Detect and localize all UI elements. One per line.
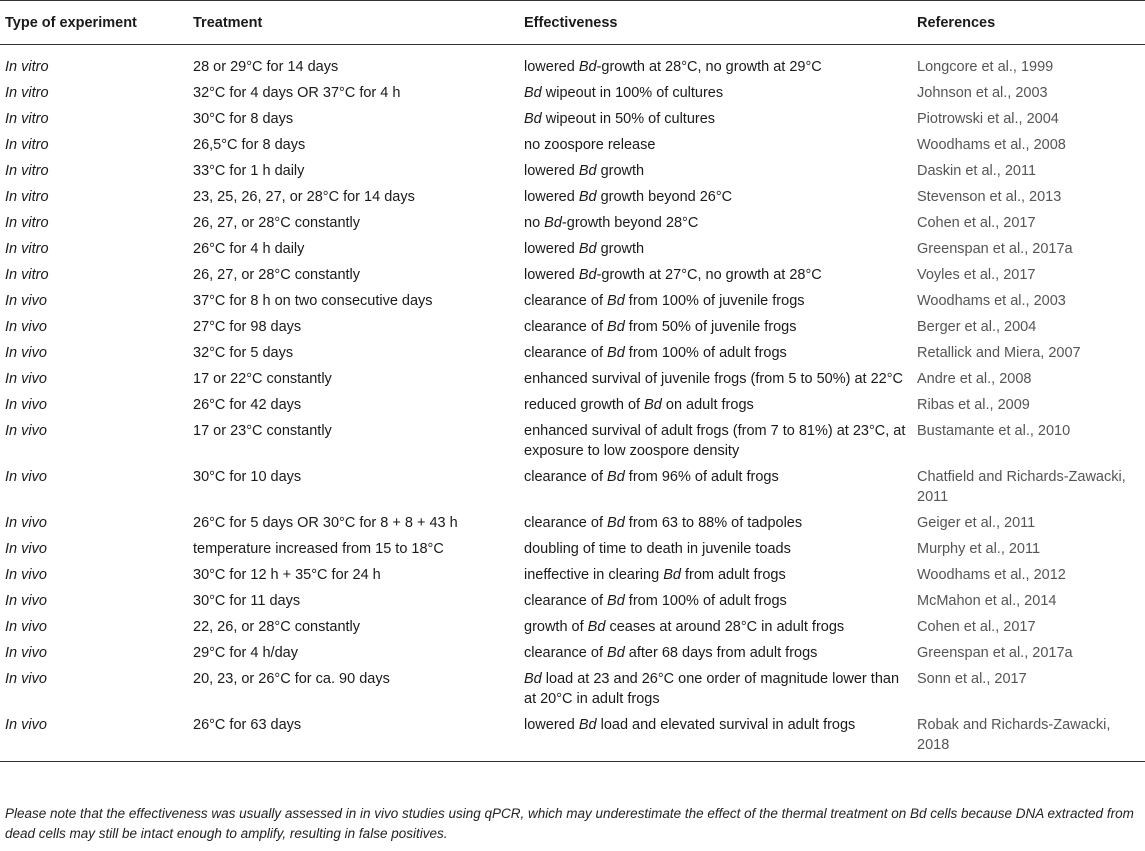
cell-reference: Chatfield and Richards-Zawacki, 2011 — [917, 469, 1126, 505]
cell-treatment: 17 or 23°C constantly — [193, 423, 332, 439]
cell-treatment: 23, 25, 26, 27, or 28°C for 14 days — [193, 189, 415, 205]
cell-reference: Piotrowski et al., 2004 — [917, 111, 1059, 127]
table-row — [0, 366, 1145, 392]
cell-type: In vitro — [5, 111, 49, 127]
cell-type: In vivo — [5, 515, 47, 531]
cell-reference: Murphy et al., 2011 — [917, 541, 1041, 557]
cell-treatment: 28 or 29°C for 14 days — [193, 59, 339, 75]
effect-text: lowered — [524, 717, 579, 733]
effect-text: from 100% of adult frogs — [624, 345, 787, 361]
cell-reference: McMahon et al., 2014 — [917, 593, 1057, 609]
cell-reference: Voyles et al., 2017 — [917, 267, 1036, 283]
cell-reference: Greenspan et al., 2017a — [917, 241, 1073, 257]
cell-effectiveness — [524, 340, 917, 366]
cell-treatment: 26, 27, or 28°C constantly — [193, 267, 361, 283]
cell-effectiveness — [524, 366, 917, 392]
cell-treatment: temperature increased from 15 to 18°C — [193, 541, 444, 557]
effect-text: -growth at 27°C, no growth at 28°C — [596, 267, 822, 283]
table-row — [0, 184, 1145, 210]
cell-type: In vivo — [5, 671, 47, 687]
effect-text: growth — [596, 241, 645, 257]
cell-treatment: 30°C for 8 days — [193, 111, 294, 127]
effect-text: lowered — [524, 241, 579, 257]
cell-effectiveness — [524, 510, 917, 536]
cell-effectiveness — [524, 418, 917, 464]
cell-effectiveness — [524, 314, 917, 340]
species-abbrev: Bd — [607, 593, 625, 609]
cell-effectiveness — [524, 562, 917, 588]
cell-treatment: 26,5°C for 8 days — [193, 137, 306, 153]
cell-type: In vitro — [5, 85, 49, 101]
effect-text: enhanced survival of adult frogs (from 7 to 81%) at 23°C, at exposure to low zoospore density — [524, 423, 906, 459]
effect-text: -growth beyond 28°C — [561, 215, 699, 231]
cell-reference: Woodhams et al., 2003 — [917, 293, 1066, 309]
effect-text: load and elevated survival in adult frogs — [596, 717, 856, 733]
cell-type: In vitro — [5, 163, 49, 179]
species-abbrev: Bd — [578, 163, 597, 179]
effect-text: doubling of time to death in juvenile toads — [524, 541, 791, 557]
cell-treatment: 29°C for 4 h/day — [193, 645, 298, 661]
cell-effectiveness — [524, 666, 917, 712]
cell-treatment: 30°C for 10 days — [193, 469, 302, 485]
table-row — [0, 562, 1145, 588]
table-row — [0, 536, 1145, 562]
cell-reference: Longcore et al., 1999 — [917, 59, 1054, 75]
cell-treatment: 20, 23, or 26°C for ca. 90 days — [193, 671, 390, 687]
cell-type: In vivo — [5, 469, 47, 485]
cell-effectiveness — [524, 132, 917, 158]
effect-text: lowered — [524, 189, 579, 205]
cell-effectiveness — [524, 464, 917, 510]
effect-text: wipeout in 100% of cultures — [541, 85, 724, 101]
effect-text: from 96% of adult frogs — [624, 469, 779, 485]
effect-text: from 100% of adult frogs — [624, 593, 787, 609]
header-effectiveness: Effectiveness — [524, 1, 917, 45]
species-abbrev: Bd — [578, 59, 597, 75]
cell-type: In vivo — [0, 712, 193, 762]
table-row — [0, 45, 1145, 81]
cell-reference: Johnson et al., 2003 — [917, 85, 1048, 101]
table-row — [0, 640, 1145, 666]
effect-text: growth — [596, 163, 645, 179]
table-body — [0, 45, 1145, 762]
cell-effectiveness — [524, 45, 917, 81]
cell-effectiveness — [524, 80, 917, 106]
table-row — [0, 614, 1145, 640]
table-row — [0, 588, 1145, 614]
cell-effectiveness — [524, 262, 917, 288]
table-row — [0, 288, 1145, 314]
cell-type: In vivo — [5, 371, 47, 387]
table-row — [0, 666, 1145, 712]
effect-text: wipeout in 50% of cultures — [541, 111, 716, 127]
cell-reference: Woodhams et al., 2012 — [917, 567, 1066, 583]
effect-text: no — [524, 215, 545, 231]
cell-treatment: 32°C for 5 days — [193, 345, 294, 361]
effect-text: reduced growth of — [524, 397, 645, 413]
effect-text: lowered — [524, 267, 579, 283]
species-abbrev: Bd — [578, 267, 597, 283]
table-row — [0, 418, 1145, 464]
table-row — [0, 314, 1145, 340]
effect-text: from adult frogs — [680, 567, 786, 583]
cell-type: In vitro — [5, 59, 49, 75]
effect-text: lowered — [524, 59, 579, 75]
cell-effectiveness — [524, 288, 917, 314]
cell-reference: Geiger et al., 2011 — [917, 515, 1036, 531]
cell-type: In vivo — [5, 423, 47, 439]
species-abbrev: Bd — [524, 111, 542, 127]
table-row — [0, 712, 1145, 762]
header-type: Type of experiment — [0, 1, 193, 45]
effect-text: clearance of — [524, 469, 608, 485]
table-row — [0, 510, 1145, 536]
cell-effectiveness — [524, 536, 917, 562]
effect-text: after 68 days from adult frogs — [624, 645, 818, 661]
cell-reference: Sonn et al., 2017 — [917, 671, 1027, 687]
cell-type: In vivo — [5, 397, 47, 413]
cell-reference: Ribas et al., 2009 — [917, 397, 1030, 413]
cell-treatment: 17 or 22°C constantly — [193, 371, 332, 387]
cell-treatment: 26°C for 4 h daily — [193, 241, 305, 257]
effect-text: load at 23 and 26°C one order of magnitude lower than at 20°C in adult frogs — [524, 671, 900, 707]
cell-type: In vitro — [5, 137, 49, 153]
effect-text: clearance of — [524, 293, 608, 309]
table-header — [0, 1, 1145, 45]
species-abbrev: Bd — [644, 397, 662, 413]
cell-treatment: 37°C for 8 h on two consecutive days — [193, 293, 433, 309]
cell-treatment: 27°C for 98 days — [193, 319, 302, 335]
cell-type: In vivo — [5, 541, 47, 557]
cell-reference: Greenspan et al., 2017a — [917, 645, 1073, 661]
cell-type: In vitro — [5, 215, 49, 231]
table-row — [0, 132, 1145, 158]
cell-reference: Retallick and Miera, 2007 — [917, 345, 1081, 361]
cell-type: In vivo — [5, 645, 47, 661]
species-abbrev: Bd — [578, 717, 597, 733]
effect-text: -growth at 28°C, no growth at 29°C — [596, 59, 822, 75]
cell-reference: Robak and Richards-Zawacki, 2018 — [917, 712, 1145, 762]
effect-text: from 100% of juvenile frogs — [624, 293, 805, 309]
cell-effectiveness — [524, 588, 917, 614]
effect-text: growth beyond 26°C — [596, 189, 733, 205]
table-row — [0, 464, 1145, 510]
cell-type: In vitro — [5, 189, 49, 205]
cell-reference: Bustamante et al., 2010 — [917, 423, 1071, 439]
cell-reference: Cohen et al., 2017 — [917, 619, 1036, 635]
cell-treatment: 26, 27, or 28°C constantly — [193, 215, 361, 231]
species-abbrev: Bd — [607, 319, 625, 335]
cell-type: In vivo — [5, 319, 47, 335]
cell-type: In vivo — [5, 567, 47, 583]
cell-treatment: 33°C for 1 h daily — [193, 163, 305, 179]
effect-text: clearance of — [524, 593, 608, 609]
cell-reference: Daskin et al., 2011 — [917, 163, 1037, 179]
cell-effectiveness — [524, 614, 917, 640]
cell-reference: Berger et al., 2004 — [917, 319, 1037, 335]
cell-type: In vitro — [5, 267, 49, 283]
effect-text: lowered — [524, 163, 579, 179]
header-references: References — [917, 1, 1145, 45]
cell-treatment: 30°C for 11 days — [193, 593, 301, 609]
cell-treatment: 26°C for 42 days — [193, 397, 302, 413]
table-footnote: Please note that the effectiveness was usually assessed in in vivo studies using qPCR, which may underestimate the effect of the thermal treatment on Bd cells because DNA extracted from dead cells may still be intact enough to amplify, resulting in false positives. — [5, 806, 1134, 841]
species-abbrev: Bd — [587, 619, 606, 635]
cell-effectiveness — [524, 712, 917, 762]
effect-text: from 63 to 88% of tadpoles — [624, 515, 803, 531]
effect-text: enhanced survival of juvenile frogs (from 5 to 50%) at 22°C — [524, 371, 903, 387]
cell-treatment: 22, 26, or 28°C constantly — [193, 619, 361, 635]
table-row — [0, 158, 1145, 184]
effect-text: ceases at around 28°C in adult frogs — [605, 619, 845, 635]
table-row — [0, 80, 1145, 106]
cell-type: In vivo — [5, 593, 47, 609]
cell-type: In vitro — [5, 241, 49, 257]
cell-treatment: 26°C for 63 days — [193, 712, 524, 762]
effect-text: ineffective in clearing — [524, 567, 664, 583]
effect-text: no zoospore release — [524, 137, 656, 153]
species-abbrev: Bd — [607, 469, 625, 485]
cell-reference: Andre et al., 2008 — [917, 371, 1032, 387]
cell-reference: Woodhams et al., 2008 — [917, 137, 1066, 153]
table-row — [0, 392, 1145, 418]
cell-type: In vivo — [5, 345, 47, 361]
table-row — [0, 210, 1145, 236]
table-row — [0, 340, 1145, 366]
cell-reference: Stevenson et al., 2013 — [917, 189, 1062, 205]
table-row — [0, 106, 1145, 132]
table-row — [0, 262, 1145, 288]
species-abbrev: Bd — [524, 671, 542, 687]
species-abbrev: Bd — [607, 515, 625, 531]
effect-text: clearance of — [524, 515, 608, 531]
species-abbrev: Bd — [544, 215, 562, 231]
cell-effectiveness — [524, 236, 917, 262]
species-abbrev: Bd — [607, 645, 625, 661]
cell-effectiveness — [524, 106, 917, 132]
effect-text: clearance of — [524, 645, 608, 661]
cell-effectiveness — [524, 392, 917, 418]
cell-treatment: 26°C for 5 days OR 30°C for 8 + 8 + 43 h — [193, 515, 458, 531]
effect-text: growth of — [524, 619, 588, 635]
cell-treatment: 32°C for 4 days OR 37°C for 4 h — [193, 85, 401, 101]
cell-effectiveness — [524, 184, 917, 210]
effect-text: clearance of — [524, 345, 608, 361]
cell-treatment: 30°C for 12 h + 35°C for 24 h — [193, 567, 381, 583]
cell-effectiveness — [524, 158, 917, 184]
species-abbrev: Bd — [578, 241, 597, 257]
species-abbrev: Bd — [578, 189, 597, 205]
effect-text: clearance of — [524, 319, 608, 335]
species-abbrev: Bd — [607, 293, 625, 309]
header-treatment: Treatment — [193, 1, 524, 45]
effect-text: on adult frogs — [661, 397, 754, 413]
cell-reference: Cohen et al., 2017 — [917, 215, 1036, 231]
cell-type: In vivo — [5, 293, 47, 309]
header-row — [0, 1, 1145, 45]
species-abbrev: Bd — [607, 345, 625, 361]
cell-type: In vivo — [5, 619, 47, 635]
effect-text: from 50% of juvenile frogs — [624, 319, 797, 335]
species-abbrev: Bd — [524, 85, 542, 101]
cell-effectiveness — [524, 210, 917, 236]
table-row — [0, 236, 1145, 262]
cell-effectiveness — [524, 640, 917, 666]
species-abbrev: Bd — [663, 567, 681, 583]
